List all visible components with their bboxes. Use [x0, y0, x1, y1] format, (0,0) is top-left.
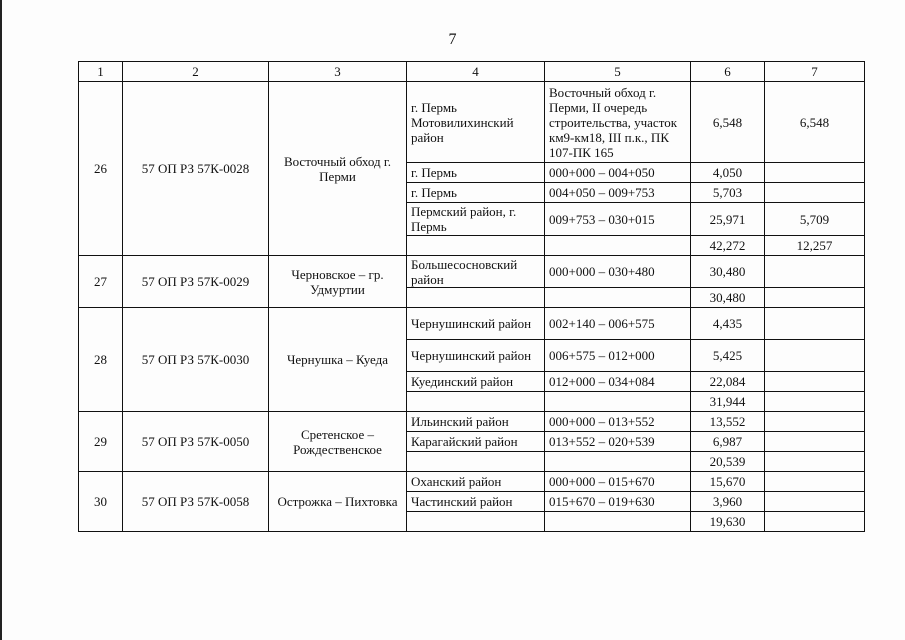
col7-total-cell — [765, 288, 865, 308]
col7-cell: 6,548 — [765, 82, 865, 163]
road-name: Сретенское – Рождественское — [269, 412, 407, 472]
page-number: 7 — [448, 31, 457, 48]
header-cell: 5 — [545, 62, 691, 82]
road-code: 57 ОП РЗ 57К-0050 — [123, 412, 269, 472]
length-cell: 25,971 — [691, 203, 765, 236]
district-cell — [407, 288, 545, 308]
section-cell: Восточный обход г. Перми, II очередь строительства, участок км9-км18, III п.к., ПК 107-ПК 165 — [545, 82, 691, 163]
district-cell — [407, 236, 545, 256]
table-row — [79, 256, 865, 288]
section-cell: 000+000 – 004+050 — [545, 163, 691, 183]
section-cell: 015+670 – 019+630 — [545, 492, 691, 512]
section-cell: 000+000 – 013+552 — [545, 412, 691, 432]
road-number: 30 — [79, 472, 123, 532]
district-cell: г. Пермь Мотовилихинский район — [407, 82, 545, 163]
length-cell: 4,050 — [691, 163, 765, 183]
district-cell: Пермский район, г. Пермь — [407, 203, 545, 236]
district-cell: Ильинский район — [407, 412, 545, 432]
table-header-row — [79, 62, 865, 82]
section-cell: 000+000 – 015+670 — [545, 472, 691, 492]
table-row — [79, 82, 865, 163]
col7-total-cell — [765, 392, 865, 412]
length-total-cell: 20,539 — [691, 452, 765, 472]
district-cell: Карагайский район — [407, 432, 545, 452]
col7-cell: 5,709 — [765, 203, 865, 236]
col7-cell — [765, 432, 865, 452]
section-cell: 013+552 – 020+539 — [545, 432, 691, 452]
header-cell: 2 — [123, 62, 269, 82]
table-row — [79, 308, 865, 340]
section-cell: 004+050 – 009+753 — [545, 183, 691, 203]
section-cell — [545, 236, 691, 256]
section-cell — [545, 452, 691, 472]
header-cell: 4 — [407, 62, 545, 82]
road-code: 57 ОП РЗ 57К-0028 — [123, 82, 269, 256]
road-code: 57 ОП РЗ 57К-0030 — [123, 308, 269, 412]
header-cell: 7 — [765, 62, 865, 82]
length-cell: 6,987 — [691, 432, 765, 452]
road-name: Восточный обход г. Перми — [269, 82, 407, 256]
length-total-cell: 30,480 — [691, 288, 765, 308]
col7-cell — [765, 163, 865, 183]
section-cell — [545, 288, 691, 308]
road-number: 28 — [79, 308, 123, 412]
district-cell: Чернушинский район — [407, 340, 545, 372]
col7-cell — [765, 183, 865, 203]
col7-cell — [765, 472, 865, 492]
table-row — [79, 412, 865, 432]
col7-cell — [765, 308, 865, 340]
length-cell: 3,960 — [691, 492, 765, 512]
length-cell: 15,670 — [691, 472, 765, 492]
length-total-cell: 42,272 — [691, 236, 765, 256]
road-number: 29 — [79, 412, 123, 472]
col7-cell — [765, 492, 865, 512]
col7-total-cell — [765, 512, 865, 532]
section-cell: 009+753 – 030+015 — [545, 203, 691, 236]
district-cell: Большесосновский район — [407, 256, 545, 288]
section-cell — [545, 392, 691, 412]
length-cell: 4,435 — [691, 308, 765, 340]
road-name: Острожка – Пихтовка — [269, 472, 407, 532]
section-cell: 002+140 – 006+575 — [545, 308, 691, 340]
section-cell — [545, 512, 691, 532]
length-cell: 5,425 — [691, 340, 765, 372]
district-cell: Куединский район — [407, 372, 545, 392]
district-cell: Частинский район — [407, 492, 545, 512]
district-cell: г. Пермь — [407, 163, 545, 183]
col7-total-cell: 12,257 — [765, 236, 865, 256]
length-cell: 13,552 — [691, 412, 765, 432]
length-total-cell: 19,630 — [691, 512, 765, 532]
district-cell: Оханский район — [407, 472, 545, 492]
length-cell: 5,703 — [691, 183, 765, 203]
col7-cell — [765, 256, 865, 288]
district-cell — [407, 392, 545, 412]
road-number: 27 — [79, 256, 123, 308]
section-cell: 000+000 – 030+480 — [545, 256, 691, 288]
col7-total-cell — [765, 452, 865, 472]
header-cell: 6 — [691, 62, 765, 82]
table-row — [79, 472, 865, 492]
header-cell: 3 — [269, 62, 407, 82]
col7-cell — [765, 412, 865, 432]
section-cell: 006+575 – 012+000 — [545, 340, 691, 372]
length-cell: 30,480 — [691, 256, 765, 288]
road-number: 26 — [79, 82, 123, 256]
district-cell: Чернушинский район — [407, 308, 545, 340]
district-cell — [407, 452, 545, 472]
length-total-cell: 31,944 — [691, 392, 765, 412]
road-code: 57 ОП РЗ 57К-0029 — [123, 256, 269, 308]
section-cell: 012+000 – 034+084 — [545, 372, 691, 392]
page-left-edge — [0, 0, 2, 640]
length-cell: 6,548 — [691, 82, 765, 163]
roads-table — [78, 61, 865, 532]
col7-cell — [765, 372, 865, 392]
header-cell: 1 — [79, 62, 123, 82]
col7-cell — [765, 340, 865, 372]
road-code: 57 ОП РЗ 57К-0058 — [123, 472, 269, 532]
road-name: Черновское – гр. Удмуртии — [269, 256, 407, 308]
district-cell — [407, 512, 545, 532]
district-cell: г. Пермь — [407, 183, 545, 203]
length-cell: 22,084 — [691, 372, 765, 392]
road-name: Чернушка – Куеда — [269, 308, 407, 412]
